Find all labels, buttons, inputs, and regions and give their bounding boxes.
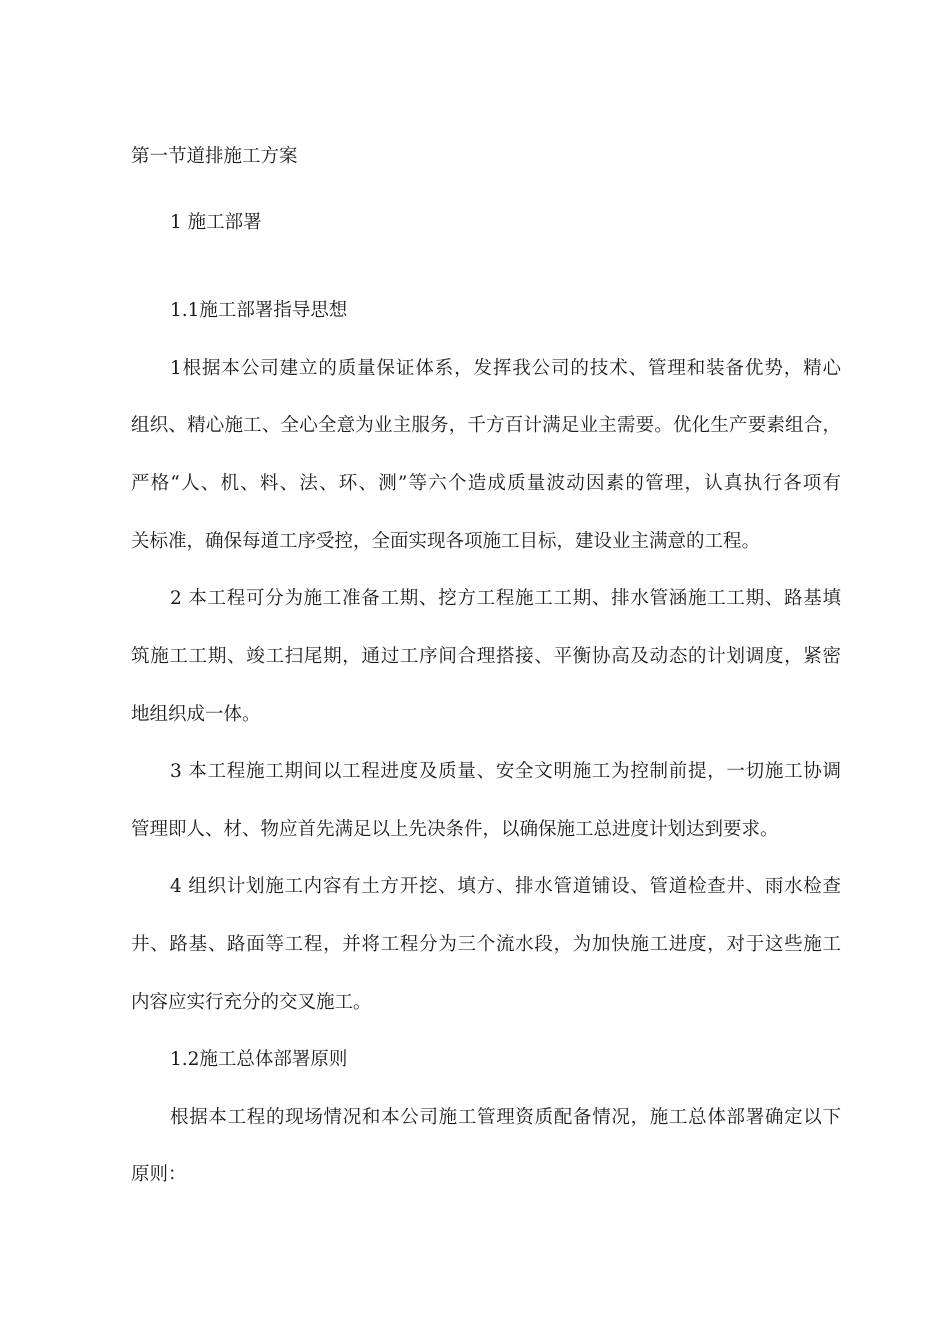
- paragraph-2-line-1: 2 本工程可分为施工准备工期、挖方工程施工工期、排水管涵施工工期、路基填: [170, 588, 841, 609]
- paragraph-5-line-1: 根据本工程的现场情况和本公司施工管理资质配备情况，施工总体部署确定以下: [170, 1107, 841, 1128]
- paragraph-1-line-3: 严格“人、机、料、法、环、测”等六个造成质量波动因素的管理，认真执行各项有: [131, 473, 841, 494]
- paragraph-4-line-3: 内容应实行充分的交叉施工。: [131, 992, 372, 1013]
- paragraph-5-line-2: 原则：: [131, 1164, 187, 1185]
- paragraph-2-line-2: 筑施工工期、竣工扫尾期，通过工序间合理搭接、平衡协高及动态的计划调度，紧密: [131, 646, 841, 667]
- paragraph-3-line-2: 管理即人、材、物应首先满足以上先决条件，以确保施工总进度计划达到要求。: [131, 819, 779, 840]
- section-heading-1-2: 1.2施工总体部署原则: [170, 1049, 348, 1070]
- document-title: 第一节道排施工方案: [131, 146, 298, 167]
- paragraph-1-line-4: 关标准，确保每道工序受控，全面实现各项施工目标，建设业主满意的工程。: [131, 531, 761, 552]
- paragraph-4-line-1: 4 组织计划施工内容有土方开挖、填方、排水管道铺设、管道检查井、雨水检查: [170, 876, 841, 897]
- paragraph-2-line-3: 地组织成一体。: [131, 704, 261, 725]
- section-heading-1-1: 1.1施工部署指导思想: [170, 300, 348, 321]
- paragraph-4-line-2: 井、路基、路面等工程，并将工程分为三个流水段，为加快施工进度，对于这些施工: [131, 934, 841, 955]
- paragraph-1-line-2: 组织、精心施工、全心全意为业主服务，千方百计满足业主需要。优化生产要素组合，: [131, 415, 841, 436]
- paragraph-3-line-1: 3 本工程施工期间以工程进度及质量、安全文明施工为控制前提，一切施工协调: [170, 761, 841, 782]
- section-heading-1: 1 施工部署: [170, 212, 262, 233]
- paragraph-1-line-1: 1根据本公司建立的质量保证体系，发挥我公司的技术、管理和装备优势，精心: [170, 358, 841, 379]
